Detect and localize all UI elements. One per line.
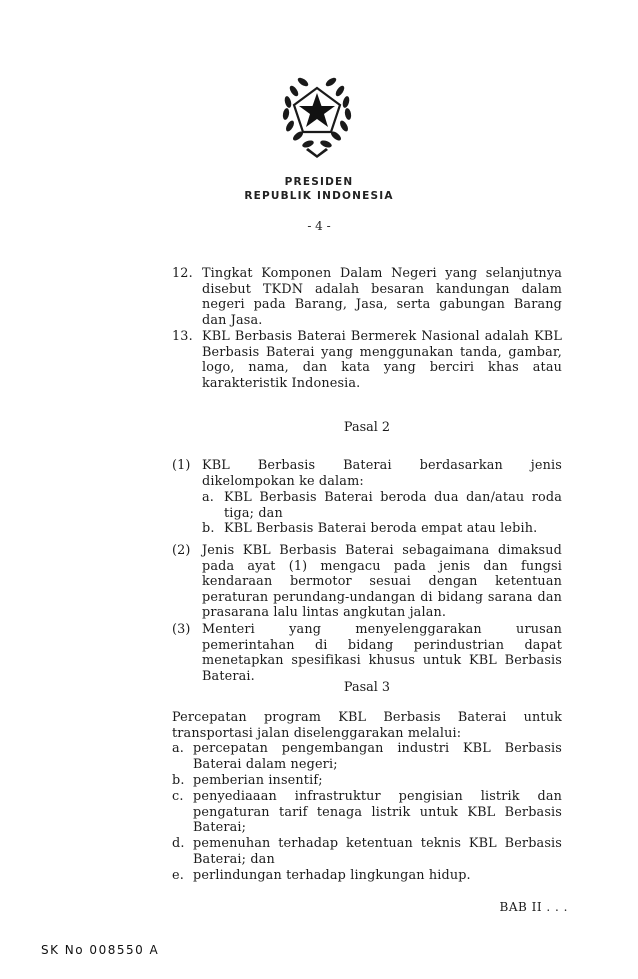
item-text: perlindungan terhadap lingkungan hidup. [193,868,471,883]
sub-letter: b. [202,521,215,536]
sub-text: KBL Berbasis Baterai beroda empat atau lebih. [224,521,538,536]
item-letter: b. [172,773,185,788]
header-presiden: PRESIDEN [284,176,354,188]
item-letter: c. [172,789,184,804]
item-text: pemberian insentif; [193,773,323,788]
item-letter: e. [172,868,184,883]
header-republik-indonesia: REPUBLIK INDONESIA [244,190,394,202]
item-number: 13. [172,329,193,344]
sub-text: KBL Berbasis Baterai beroda dua dan/atau roda tiga; dan [224,490,562,521]
ayat-text: KBL Berbasis Baterai berdasarkan jenis dikelompokan ke dalam: [202,458,562,489]
pasal-3-title: Pasal 3 [343,680,391,695]
item-text: percepatan pengembangan industri KBL Berbasis Baterai dalam negeri; [193,741,562,772]
item-letter: d. [172,836,185,851]
item-text: KBL Berbasis Baterai Bermerek Nasional adalah KBL Berbasis Baterai yang menggunakan tanda, gambar, logo, nama, dan kata yang berciri khas atau karakteristik Indonesia. [202,329,562,391]
item-text: Tingkat Komponen Dalam Negeri yang selanjutnya disebut TKDN adalah besaran kandungan dalam negeri pada Barang, Jasa, serta gabungan Barang dan Jasa. [202,266,562,328]
ayat-text: Menteri yang menyelenggarakan urusan pemerintahan di bidang perindustrian dapat menetapkan spesifikasi khusus untuk KBL Berbasis Baterai. [202,622,562,684]
item-letter: a. [172,741,184,756]
next-page-indicator: BAB II . . . [499,900,568,914]
item-text: pemenuhan terhadap ketentuan teknis KBL Berbasis Baterai; dan [193,836,562,867]
ayat-text: Jenis KBL Berbasis Baterai sebagaimana dimaksud pada ayat (1) mengacu pada jenis dan fungsi kendaraan bermotor sesuai dengan ketentuan peraturan perundang-undangan di bidang sarana dan prasarana lalu lintas angkutan jalan. [202,543,562,621]
serial-number: SK No 008550 A [41,943,160,957]
ayat-number: (1) [172,458,191,473]
item-number: 12. [172,266,193,281]
item-text: penyediaaan infrastruktur pengisian listrik dan pengaturan tarif tenaga listrik untuk KBL Berbasis Baterai; [193,789,562,836]
ayat-number: (3) [172,622,191,637]
presidential-emblem-icon [268,66,366,166]
page-number: - 4 - [307,219,331,233]
ayat-number: (2) [172,543,191,558]
intro-text: Percepatan program KBL Berbasis Baterai untuk transportasi jalan diselenggarakan melalui: [172,710,562,741]
pasal-2-title: Pasal 2 [343,420,391,435]
sub-letter: a. [202,490,214,505]
